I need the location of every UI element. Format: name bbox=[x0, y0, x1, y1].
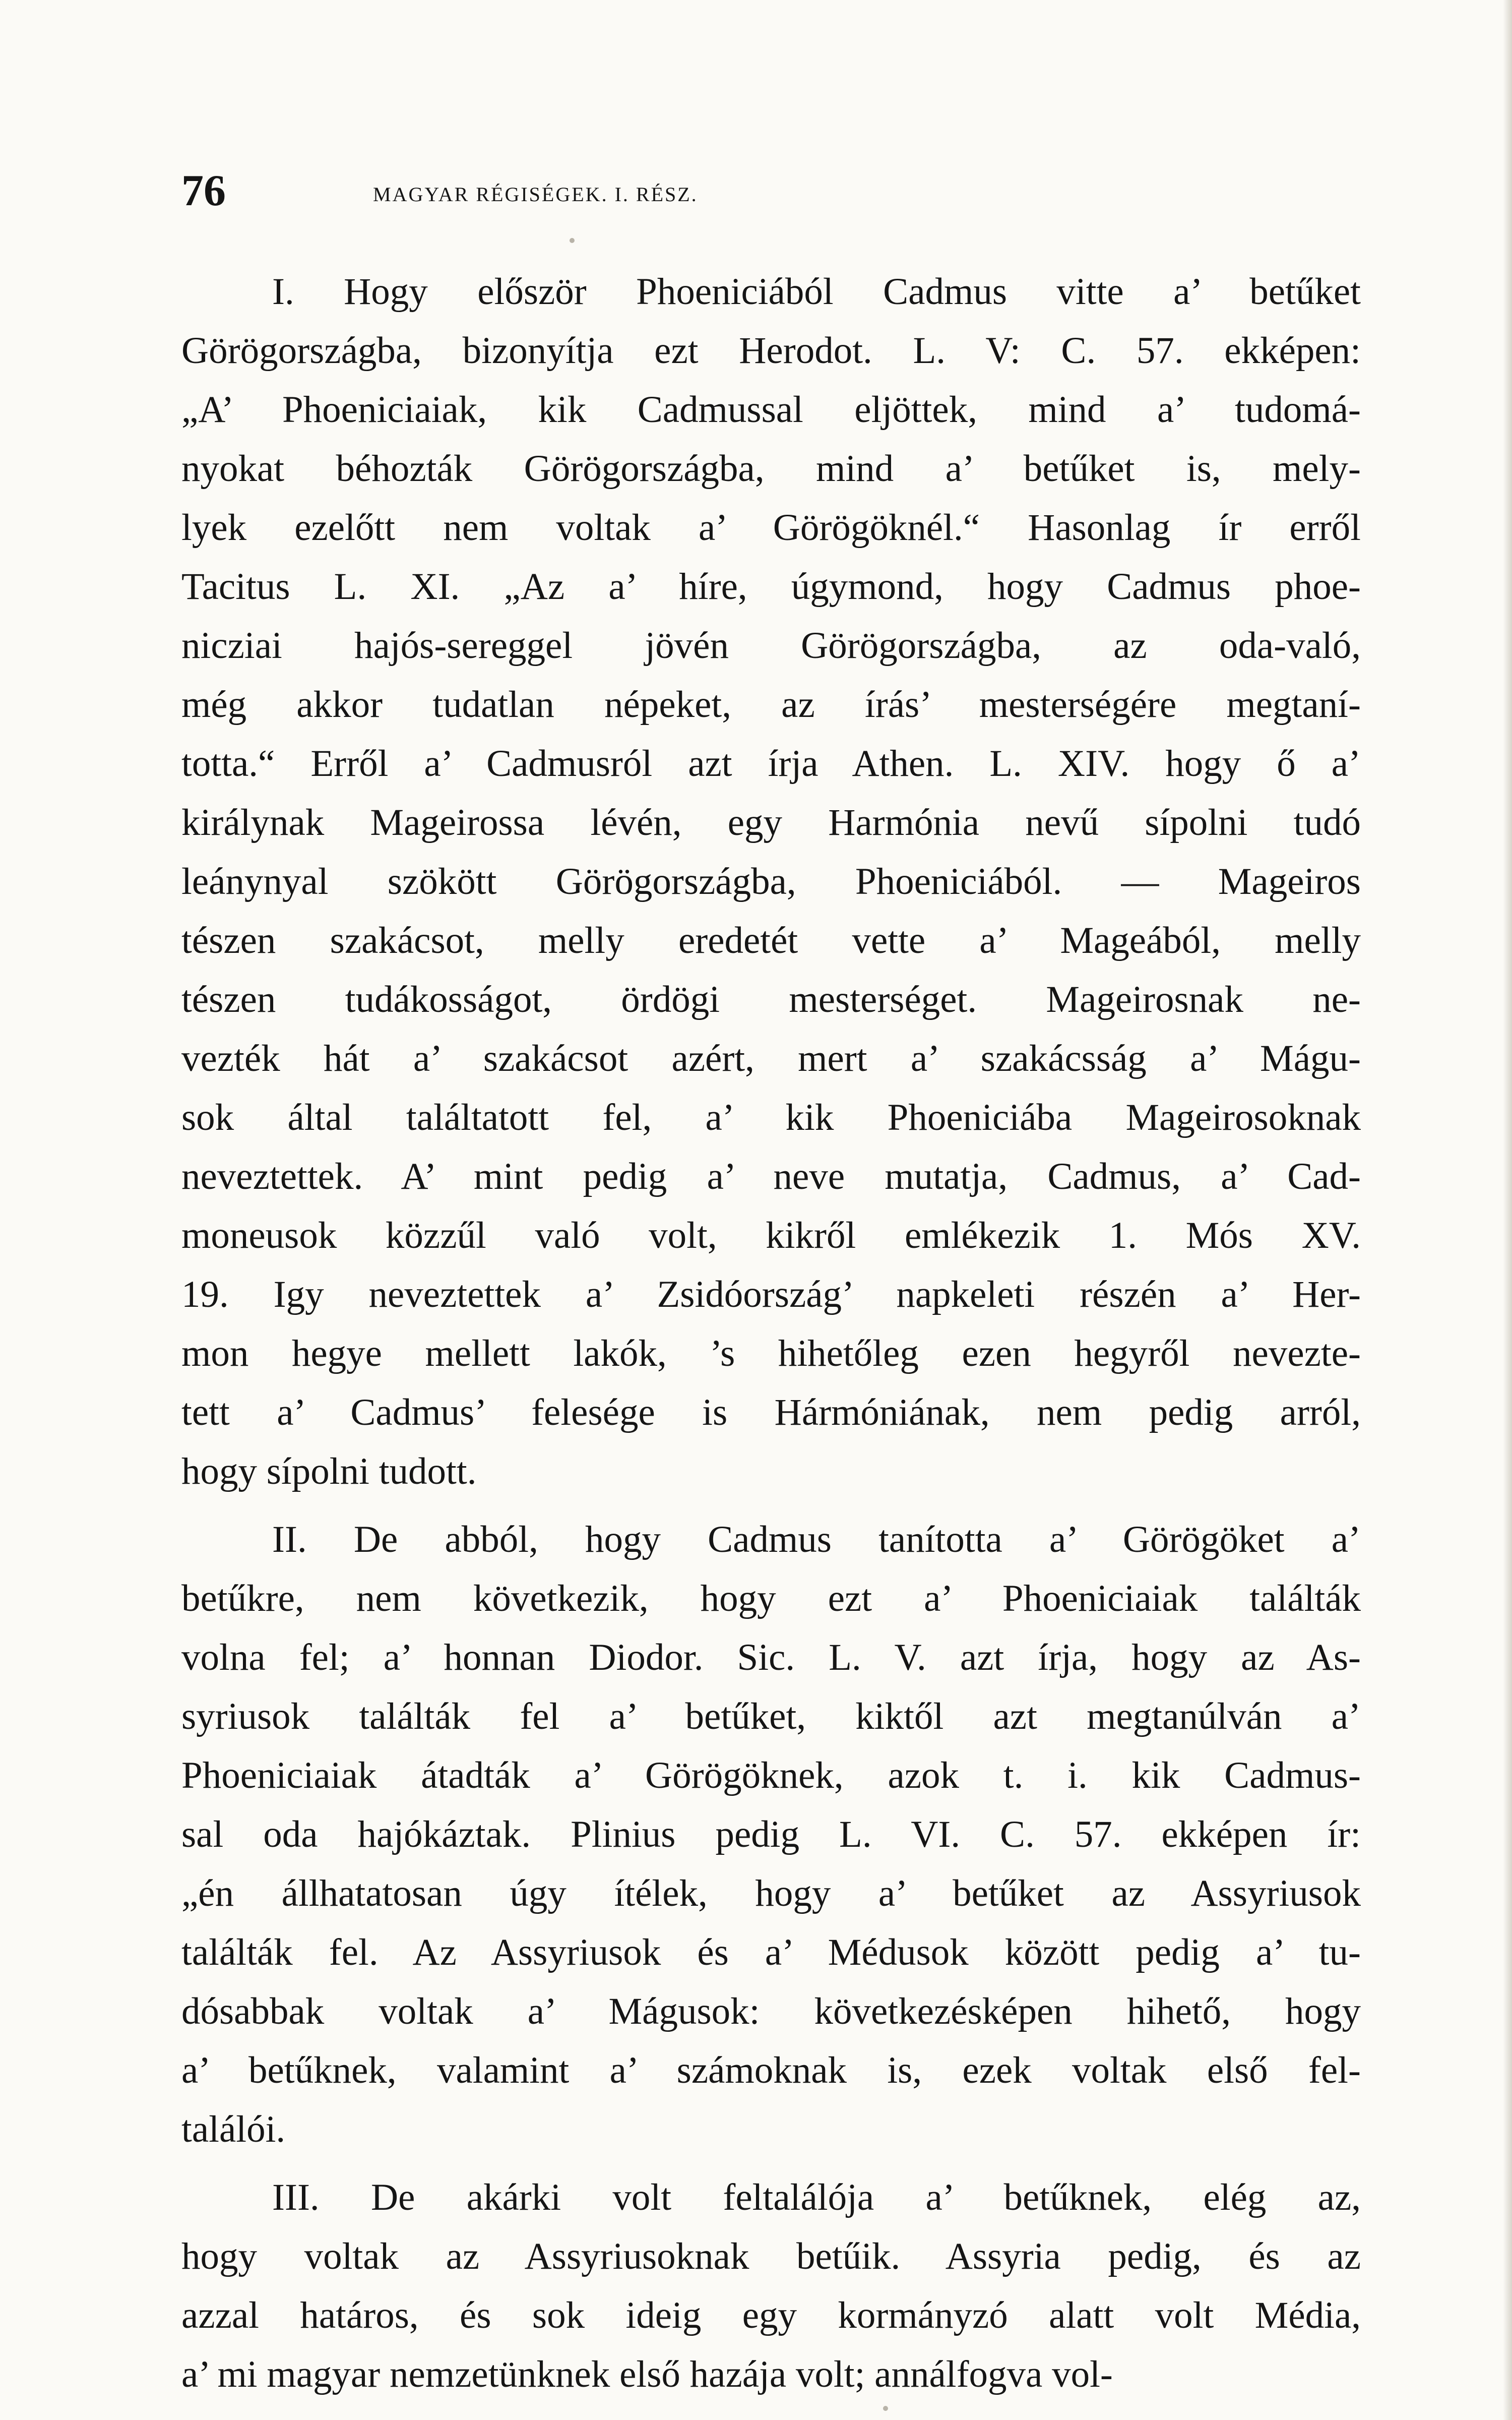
text-line: sal oda hajókáztak. Plinius pedig L. VI. C. 57. ekképen ír: bbox=[181, 1813, 1361, 1855]
page-edge-shadow bbox=[1503, 0, 1512, 2420]
text-line: dósabbak voltak a’ Mágusok: következésképen hihető, hogy bbox=[181, 1990, 1361, 2032]
text-line: a’ mi magyar nemzetünknek első hazája volt; annálfogva vol- bbox=[181, 2353, 1113, 2395]
text-line: neveztettek. A’ mint pedig a’ neve mutatja, Cadmus, a’ Cad- bbox=[181, 1156, 1361, 1197]
running-head: MAGYAR RÉGISÉGEK. I. RÉSZ. bbox=[373, 183, 698, 206]
paragraph-2 bbox=[181, 1510, 1361, 2159]
text-line: III. De akárki volt feltalálója a’ betűknek, elég az, bbox=[272, 2176, 1361, 2218]
text-line: volna fel; a’ honnan Diodor. Sic. L. V. azt írja, hogy az As- bbox=[181, 1637, 1361, 1678]
text-line: „én állhatatosan úgy ítélek, hogy a’ betűket az Assyriusok bbox=[181, 1872, 1361, 1914]
paper-speck bbox=[883, 2406, 888, 2411]
text-line: II. De abból, hogy Cadmus tanította a’ Görögöket a’ bbox=[272, 1519, 1361, 1560]
text-line: 19. Igy neveztettek a’ Zsidóország’ napkeleti részén a’ Her- bbox=[181, 1274, 1361, 1315]
text-line: vezték hát a’ szakácsot azért, mert a’ szakácsság a’ Mágu- bbox=[181, 1038, 1361, 1079]
text-line: Görögországba, bizonyítja ezt Herodot. L. V: C. 57. ekképen: bbox=[181, 330, 1361, 372]
text-line: találták fel. Az Assyriusok és a’ Médusok között pedig a’ tu- bbox=[181, 1931, 1361, 1973]
text-line: sok által találtatott fel, a’ kik Phoeniciába Mageirosoknak bbox=[181, 1097, 1361, 1138]
page-number: 76 bbox=[181, 166, 226, 215]
text-line: tészen tudákosságot, ördögi mesterséget. Mageirosnak ne- bbox=[181, 979, 1361, 1020]
text-line: királynak Mageirossa lévén, egy Harmónia nevű sípolni tudó bbox=[181, 802, 1361, 843]
paper-speck bbox=[570, 238, 575, 243]
text-line: totta.“ Erről a’ Cadmusról azt írja Athen. L. XIV. hogy ő a’ bbox=[181, 743, 1361, 784]
text-line: hogy sípolni tudott. bbox=[181, 1450, 477, 1492]
text-line: Tacitus L. XI. „Az a’ híre, úgymond, hogy Cadmus phoe- bbox=[181, 566, 1361, 608]
text-line: moneusok közzűl való volt, kikről emlékezik 1. Mós XV. bbox=[181, 1215, 1361, 1256]
body-text bbox=[181, 262, 1361, 2413]
text-line: lyek ezelőtt nem voltak a’ Görögöknél.“ Hasonlag ír erről bbox=[181, 507, 1361, 549]
text-line: még akkor tudatlan népeket, az írás’ mesterségére megtaní- bbox=[181, 684, 1361, 725]
text-line: a’ betűknek, valamint a’ számoknak is, ezek voltak első fel- bbox=[181, 2049, 1361, 2091]
page-header bbox=[181, 151, 1361, 227]
text-line: hogy voltak az Assyriusoknak betűik. Assyria pedig, és az bbox=[181, 2235, 1361, 2277]
text-line: „A’ Phoeniciaiak, kik Cadmussal eljöttek, mind a’ tudomá- bbox=[181, 389, 1361, 431]
text-line: leánynyal szökött Görögországba, Phoeniciából. — Mageiros bbox=[181, 861, 1361, 902]
paragraph-1 bbox=[181, 262, 1361, 1501]
text-line: tészen szakácsot, melly eredetét vette a’ Mageából, melly bbox=[181, 920, 1361, 961]
text-line: mon hegye mellett lakók, ’s hihetőleg ezen hegyről neveztе- bbox=[181, 1333, 1361, 1374]
text-line: tett a’ Cadmus’ felesége is Hármóniának, nem pedig arról, bbox=[181, 1392, 1361, 1433]
paragraph-3 bbox=[181, 2168, 1361, 2404]
text-line: azzal határos, és sok ideig egy kormányzó alatt volt Média, bbox=[181, 2294, 1361, 2336]
text-line: I. Hogy először Phoeniciából Cadmus vitte a’ betűket bbox=[272, 271, 1361, 313]
text-line: syriusok találták fel a’ betűket, kiktől azt megtanúlván a’ bbox=[181, 1696, 1361, 1737]
text-line: betűkre, nem következik, hogy ezt a’ Phoeniciaiak találták bbox=[181, 1578, 1361, 1619]
text-line: nyokat béhozták Görögországba, mind a’ betűket is, mely- bbox=[181, 448, 1361, 490]
text-line: találói. bbox=[181, 2108, 286, 2150]
text-line: nicziai hajós-sereggel jövén Görögországba, az oda-való, bbox=[181, 625, 1361, 667]
text-line: Phoeniciaiak átadták a’ Görögöknek, azok t. i. kik Cadmus- bbox=[181, 1754, 1361, 1796]
